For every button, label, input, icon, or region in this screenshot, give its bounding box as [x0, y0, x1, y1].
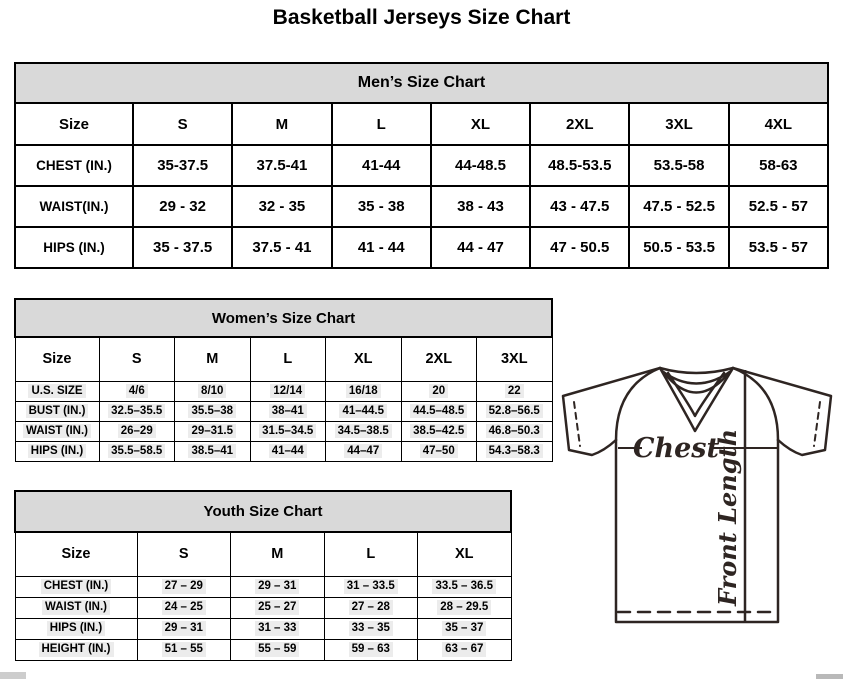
- size-value: 47–50: [401, 441, 477, 461]
- size-value: 35.5–58.5: [99, 441, 175, 461]
- size-value: 22: [477, 381, 553, 401]
- row-label: WAIST (IN.): [15, 597, 137, 618]
- size-value: 35.5–38: [175, 401, 251, 421]
- size-value: 41–44.5: [326, 401, 402, 421]
- size-value: 38 - 43: [431, 186, 530, 227]
- size-value: 47.5 - 52.5: [629, 186, 728, 227]
- front-length-label: Front Length: [713, 428, 742, 606]
- row-label: U.S. SIZE: [15, 381, 99, 401]
- size-value: 46.8–50.3: [477, 421, 553, 441]
- table-row: [15, 227, 828, 268]
- horizontal-scrollbar-fragment[interactable]: [816, 674, 843, 679]
- table-row: [15, 441, 552, 461]
- row-label: HIPS (IN.): [15, 618, 137, 639]
- column-header: M: [175, 337, 251, 381]
- size-value: 37.5-41: [232, 145, 331, 186]
- column-header: XL: [418, 532, 512, 576]
- row-label: WAIST (IN.): [15, 421, 99, 441]
- column-header: 2XL: [530, 103, 629, 145]
- size-value: 25 – 27: [231, 597, 325, 618]
- size-value: 53.5 - 57: [729, 227, 828, 268]
- table-row: [15, 421, 552, 441]
- column-header: 4XL: [729, 103, 828, 145]
- column-header: Size: [15, 103, 133, 145]
- size-value: 41 - 44: [332, 227, 431, 268]
- table-row: [15, 186, 828, 227]
- size-value: 51 – 55: [137, 639, 231, 660]
- column-header: S: [133, 103, 232, 145]
- column-header: S: [137, 532, 231, 576]
- mens-header-row: [15, 103, 828, 145]
- column-header: XL: [326, 337, 402, 381]
- size-value: 59 – 63: [324, 639, 418, 660]
- row-label: HIPS (IN.): [15, 441, 99, 461]
- size-value: 29 – 31: [231, 576, 325, 597]
- size-value: 48.5-53.5: [530, 145, 629, 186]
- womens-header-row: [15, 337, 552, 381]
- row-label: HIPS (IN.): [15, 227, 133, 268]
- size-value: 38–41: [250, 401, 326, 421]
- youth-header-row: [15, 532, 511, 576]
- size-value: 44-48.5: [431, 145, 530, 186]
- mens-size-chart-table: [14, 62, 829, 269]
- size-value: 50.5 - 53.5: [629, 227, 728, 268]
- table-row: [15, 576, 511, 597]
- size-value: 20: [401, 381, 477, 401]
- size-value: 43 - 47.5: [530, 186, 629, 227]
- size-value: 31 – 33.5: [324, 576, 418, 597]
- size-value: 41-44: [332, 145, 431, 186]
- horizontal-scrollbar-thumb[interactable]: [0, 672, 26, 679]
- chest-label: Chest: [633, 433, 719, 464]
- size-value: 4/6: [99, 381, 175, 401]
- size-value: 35 - 37.5: [133, 227, 232, 268]
- size-value: 35 - 38: [332, 186, 431, 227]
- size-value: 12/14: [250, 381, 326, 401]
- table-row: [15, 401, 552, 421]
- size-value: 35-37.5: [133, 145, 232, 186]
- size-value: 55 – 59: [231, 639, 325, 660]
- table-row: [15, 597, 511, 618]
- size-value: 27 – 29: [137, 576, 231, 597]
- column-header: L: [250, 337, 326, 381]
- page-title: Basketball Jerseys Size Chart: [272, 6, 571, 29]
- womens-table-caption: Women’s Size Chart: [15, 299, 552, 337]
- column-header: L: [332, 103, 431, 145]
- size-value: 37.5 - 41: [232, 227, 331, 268]
- size-value: 16/18: [326, 381, 402, 401]
- size-value: 24 – 25: [137, 597, 231, 618]
- row-label: CHEST (IN.): [15, 145, 133, 186]
- size-value: 44.5–48.5: [401, 401, 477, 421]
- size-value: 29 - 32: [133, 186, 232, 227]
- column-header: M: [232, 103, 331, 145]
- table-row: [15, 145, 828, 186]
- size-value: 52.5 - 57: [729, 186, 828, 227]
- size-value: 31 – 33: [231, 618, 325, 639]
- column-header: Size: [15, 337, 99, 381]
- youth-size-chart-table: [14, 490, 512, 661]
- row-label: BUST (IN.): [15, 401, 99, 421]
- size-value: 27 – 28: [324, 597, 418, 618]
- size-value: 63 – 67: [418, 639, 512, 660]
- column-header: Size: [15, 532, 137, 576]
- mens-table-caption: Men’s Size Chart: [15, 63, 828, 103]
- column-header: 2XL: [401, 337, 477, 381]
- sleeve-cuff-dash: [814, 402, 820, 446]
- size-value: 32.5–35.5: [99, 401, 175, 421]
- size-value: 32 - 35: [232, 186, 331, 227]
- size-value: 29–31.5: [175, 421, 251, 441]
- size-value: 31.5–34.5: [250, 421, 326, 441]
- row-label: WAIST(IN.): [15, 186, 133, 227]
- table-row: [15, 639, 511, 660]
- size-value: 47 - 50.5: [530, 227, 629, 268]
- size-value: 33.5 – 36.5: [418, 576, 512, 597]
- size-value: 38.5–42.5: [401, 421, 477, 441]
- size-value: 28 – 29.5: [418, 597, 512, 618]
- row-label: HEIGHT (IN.): [15, 639, 137, 660]
- youth-table-caption: Youth Size Chart: [15, 491, 511, 532]
- size-value: 38.5–41: [175, 441, 251, 461]
- row-label: CHEST (IN.): [15, 576, 137, 597]
- column-header: L: [324, 532, 418, 576]
- column-header: 3XL: [477, 337, 553, 381]
- womens-size-chart-table: [14, 298, 553, 462]
- size-value: 44–47: [326, 441, 402, 461]
- size-value: 52.8–56.5: [477, 401, 553, 421]
- sleeve-cuff-dash: [574, 402, 580, 446]
- column-header: XL: [431, 103, 530, 145]
- column-header: 3XL: [629, 103, 728, 145]
- column-header: M: [231, 532, 325, 576]
- size-value: 53.5-58: [629, 145, 728, 186]
- size-value: 54.3–58.3: [477, 441, 553, 461]
- column-header: S: [99, 337, 175, 381]
- size-value: 26–29: [99, 421, 175, 441]
- size-value: 35 – 37: [418, 618, 512, 639]
- size-value: 58-63: [729, 145, 828, 186]
- size-value: 8/10: [175, 381, 251, 401]
- size-value: 44 - 47: [431, 227, 530, 268]
- size-value: 29 – 31: [137, 618, 231, 639]
- jersey-measurement-diagram: [556, 356, 838, 642]
- size-value: 33 – 35: [324, 618, 418, 639]
- table-row: [15, 381, 552, 401]
- size-value: 34.5–38.5: [326, 421, 402, 441]
- size-value: 41–44: [250, 441, 326, 461]
- table-row: [15, 618, 511, 639]
